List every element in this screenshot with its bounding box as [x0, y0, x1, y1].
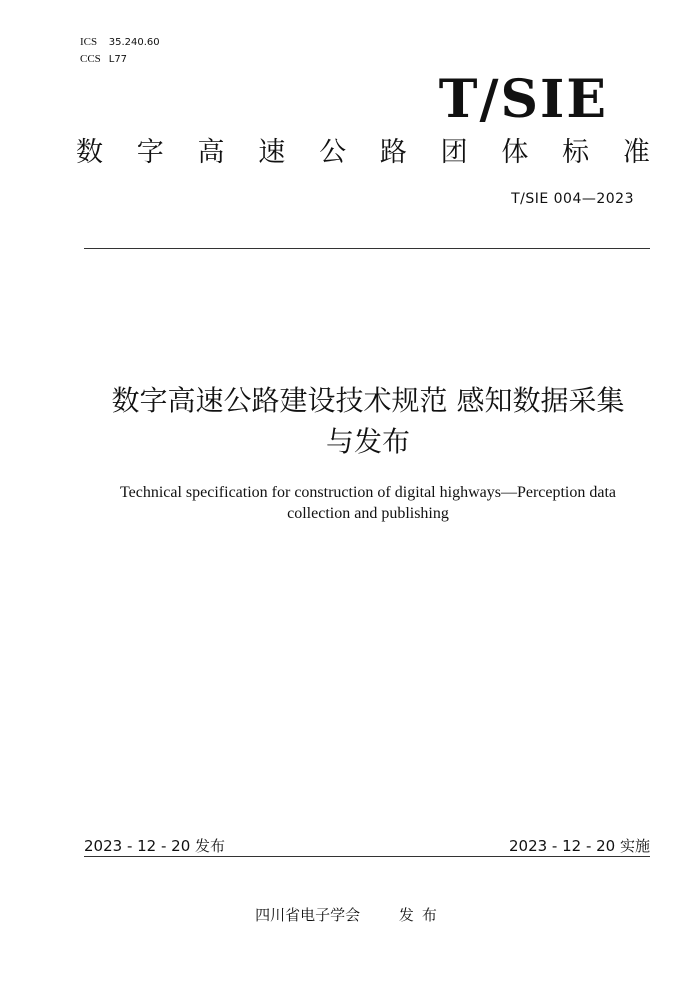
publisher — [0, 904, 700, 925]
publisher-org: 四川省电子学会 — [255, 906, 361, 924]
chinese-title-line: 与发布 — [325, 425, 410, 458]
standard-type-char: 团 — [440, 137, 468, 168]
standard-type-char: 高 — [197, 137, 225, 168]
standard-logo: T/SIE — [438, 69, 608, 130]
publish-date: 2023 - 12 - 20 发布 — [84, 837, 226, 855]
top-divider — [84, 248, 650, 249]
english-title — [90, 482, 646, 524]
chinese-title-line: 数字高速公路建设技术规范 感知数据采集 — [111, 384, 625, 417]
chinese-title — [60, 380, 676, 462]
implement-date: 2023 - 12 - 20 实施 — [508, 837, 650, 855]
english-title-line: collection and publishing — [287, 505, 449, 522]
standard-type-char: 准 — [622, 137, 650, 168]
english-title-line: Technical specification for construction of digital highways—Perception data — [119, 484, 617, 501]
publisher-action: 发布 — [398, 906, 445, 924]
classification-codes — [80, 34, 160, 68]
standard-type-char: 公 — [319, 137, 347, 168]
ccs-label: CCS — [80, 53, 101, 65]
standard-code: T/SIE 004—2023 — [511, 191, 634, 207]
ccs-code — [80, 51, 160, 68]
standard-type-char: 速 — [258, 137, 286, 168]
standard-type-char: 数 — [76, 137, 103, 168]
ics-label: ICS — [80, 36, 98, 48]
ics-code — [80, 34, 160, 51]
standard-type-char: 字 — [136, 137, 164, 168]
standard-type-char: 路 — [379, 137, 407, 168]
ics-value: 35.240.60 — [108, 37, 160, 48]
standard-type — [76, 133, 650, 173]
standard-type-char: 标 — [562, 137, 590, 168]
ccs-value: L77 — [108, 54, 128, 65]
standard-type-char: 体 — [501, 137, 529, 168]
bottom-divider — [84, 856, 650, 857]
